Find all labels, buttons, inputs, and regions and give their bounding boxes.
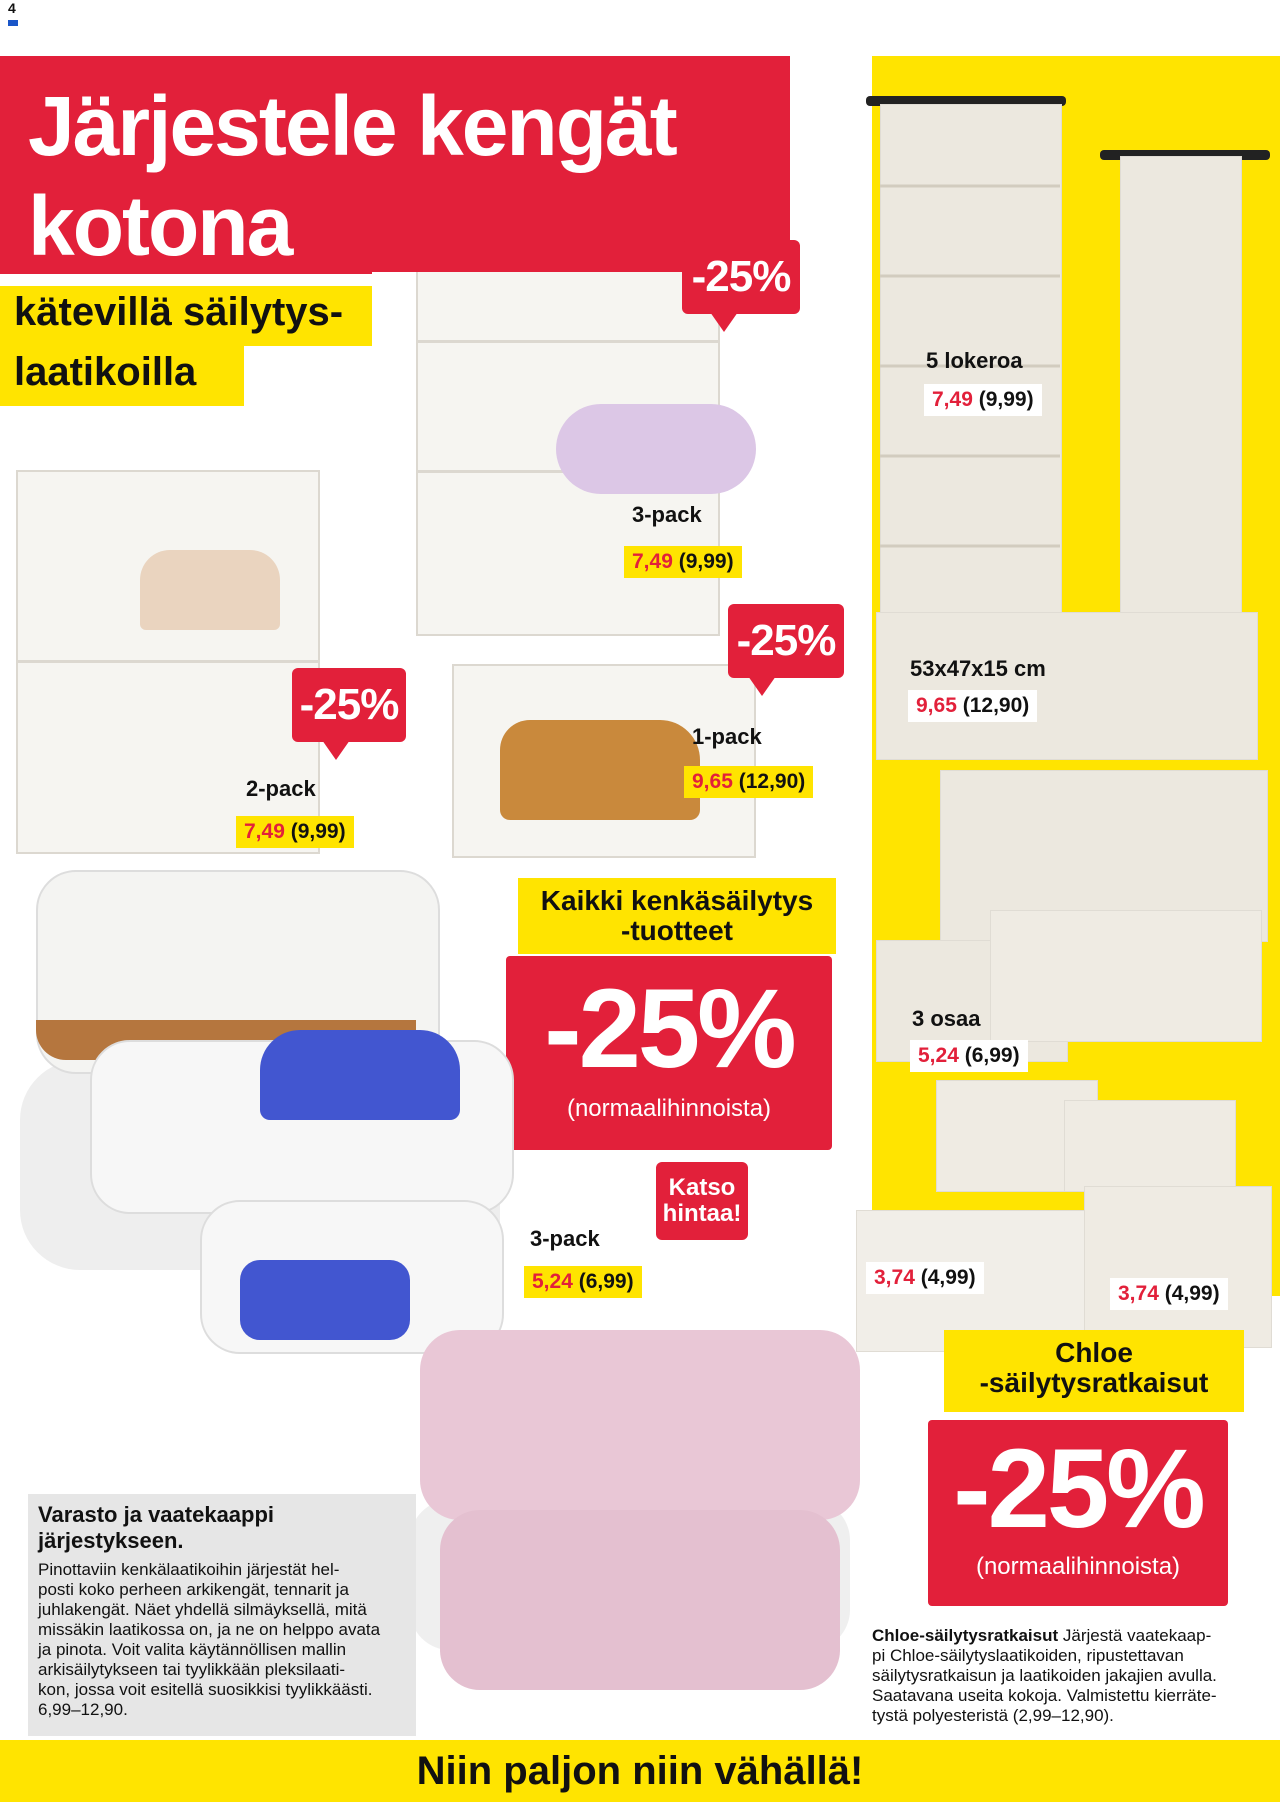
ballet-flat-image xyxy=(556,404,756,494)
sneaker-blue-accent xyxy=(240,1260,410,1340)
product-pack-label: 3-pack xyxy=(632,502,702,527)
chloe-price: 9,65 (12,90) xyxy=(908,690,1037,722)
info-line: juhlakengät. Näet yhdellä silmäyksellä, mitä xyxy=(38,1600,367,1619)
info-content xyxy=(38,1502,414,1720)
product-price: 7,49 (9,99) xyxy=(236,816,354,848)
info-line: arkisäilytykseen tai tyylikkään pleksilaati- xyxy=(38,1660,346,1679)
chloe-label: 53x47x15 cm xyxy=(910,656,1046,681)
product-pack-label: 1-pack xyxy=(692,724,762,749)
info-line: missäkin laatikossa on, ja ne on helppo avata xyxy=(38,1620,381,1639)
shoe-promo-discount-box xyxy=(506,956,832,1150)
open-box-image xyxy=(990,910,1262,1042)
chloe-info xyxy=(872,1626,1272,1726)
sneaker-pink-image xyxy=(440,1510,840,1690)
hanging-organizer-image xyxy=(1120,156,1242,628)
sneaker-boot-image xyxy=(500,720,700,820)
footer-banner xyxy=(0,1740,1280,1802)
info-line: Pinottaviin kenkälaatikoihin järjestät hel- xyxy=(38,1560,340,1579)
product-price: 7,49 (9,99) xyxy=(624,546,742,578)
chloe-info-line: pi Chloe-säilytyslaatikoiden, ripustettavan xyxy=(872,1646,1184,1665)
shoe-box-divider xyxy=(16,660,318,663)
check-price-badge-text: Katso hintaa! xyxy=(662,1174,742,1227)
product-pack-label: 2-pack xyxy=(246,776,316,801)
page-marker xyxy=(8,20,18,26)
chloe-info-line: Saatavana useita kokoja. Valmistettu kierräte- xyxy=(872,1686,1217,1705)
shoe-promo-heading xyxy=(518,878,836,954)
discount-badge-text: -25% xyxy=(691,252,791,301)
shoe-box-divider xyxy=(416,340,718,343)
shoe-promo-note: (normaalihinnoista) xyxy=(566,1095,772,1122)
chloe-promo-discount-box xyxy=(928,1420,1228,1606)
info-line: kon, jossa voit esitellä suosikkisi tyylikkäästi. xyxy=(38,1680,373,1699)
product-pack-label: 3-pack xyxy=(530,1226,600,1251)
page-subtitle: kätevillä säilytys- xyxy=(14,290,344,334)
discount-badge-text: -25% xyxy=(736,616,836,665)
chloe-info-line: tystä polyesteristä (2,99–12,90). xyxy=(872,1706,1114,1725)
page-title: kotona xyxy=(28,179,292,273)
shoe-promo-discount: -25% xyxy=(544,966,794,1091)
chloe-promo-heading xyxy=(944,1330,1244,1412)
sneaker-blue-accent xyxy=(260,1030,460,1120)
sneaker-pink-image xyxy=(420,1330,860,1520)
info-line: ja pinota. Voit valita käytännöllisen mallin xyxy=(38,1640,347,1659)
chloe-price: 7,49 (9,99) xyxy=(924,384,1042,416)
open-box-image xyxy=(1064,1100,1236,1192)
chloe-promo-note: (normaalihinnoista) xyxy=(975,1553,1181,1580)
info-line: 6,99–12,90. xyxy=(38,1700,128,1719)
discount-badge xyxy=(292,668,406,742)
info-title: järjestykseen. xyxy=(38,1528,184,1553)
chloe-price: 5,24 (6,99) xyxy=(910,1040,1028,1072)
discount-badge xyxy=(728,604,844,678)
product-price: 5,24 (6,99) xyxy=(524,1266,642,1298)
chloe-promo-heading-line: Chloe xyxy=(1055,1337,1133,1368)
page-subtitle: laatikoilla xyxy=(14,350,197,394)
page-number: 4 xyxy=(8,0,16,16)
footer-slogan: Niin paljon niin vähällä! xyxy=(416,1748,864,1793)
chloe-promo-discount: -25% xyxy=(953,1426,1203,1551)
chloe-label: 3 osaa xyxy=(912,1006,981,1031)
high-heel-image xyxy=(140,550,280,630)
chloe-price: 3,74 (4,99) xyxy=(1110,1278,1228,1310)
discount-badge xyxy=(682,240,800,314)
check-price-badge xyxy=(656,1162,748,1240)
shoe-promo-heading-line: -tuotteet xyxy=(621,915,733,946)
product-price: 9,65 (12,90) xyxy=(684,766,813,798)
chloe-label: 5 lokeroa xyxy=(926,348,1023,373)
chloe-price: 3,74 (4,99) xyxy=(866,1262,984,1294)
chloe-info-line: säilytysratkaisun ja laatikoiden jakajien avulla. xyxy=(872,1666,1217,1685)
chloe-info-line: Järjestä vaatekaap- xyxy=(1058,1626,1212,1645)
chloe-info-title: Chloe-säilytysratkaisut xyxy=(872,1626,1059,1645)
storage-box-flat-image xyxy=(876,612,1258,760)
open-box-image xyxy=(1084,1186,1272,1348)
page-title: Järjestele kengät xyxy=(28,79,676,173)
info-title: Varasto ja vaatekaappi xyxy=(38,1502,275,1527)
discount-badge-text: -25% xyxy=(299,680,399,729)
chloe-promo-heading-line: -säilytysratkaisut xyxy=(979,1367,1209,1398)
shoe-promo-heading-line: Kaikki kenkäsäilytys xyxy=(540,885,814,916)
info-line: posti koko perheen arkikengät, tennarit ja xyxy=(38,1580,349,1599)
